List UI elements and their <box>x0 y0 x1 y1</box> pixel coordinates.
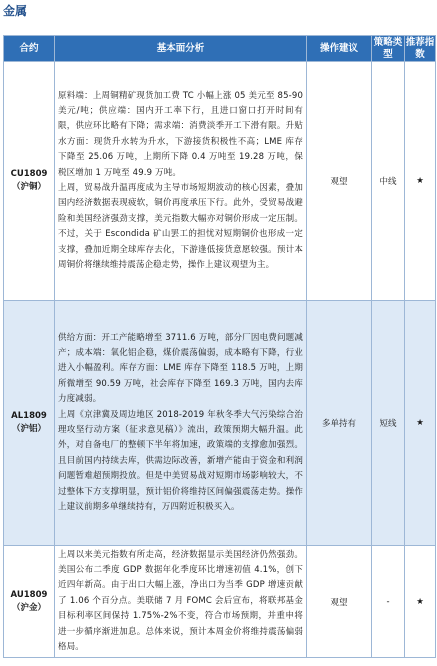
contract-cell <box>4 301 55 546</box>
analysis-cell <box>55 62 307 301</box>
analysis-paragraph: 上周《京津冀及周边地区 2018-2019 年秋冬季大气污染综合治理攻坚行动方案（征求意见稿）》流出，政策预期大幅升温。此外，对自备电厂的整顿下半年将加速，政策端的支撑愈加强烈。且目前国内持续去库，供需边际改善，新增产能由于资金和利润问题暂难超预期投放。但是中美贸易战对短期市场影响较大，不过整体下方支撑明显，预计铝价将维持区间偏强震荡走势。操作上建议前期多单继续持有，万四附近积极买入。 <box>58 409 303 513</box>
table-header-row <box>4 36 436 62</box>
strategy-type-cell: 短线 <box>372 301 405 546</box>
table-row <box>4 546 436 658</box>
analysis-paragraph: 上周以来美元指数有所走高，经济数据显示美国经济仍然强劲。美国公布二季度 GDP 数据年化季度环比增速初值 4.1%，创下近四年新高。由于出口大幅上涨，净出口为当季 GDP 增速贡献了 1.06 个百分点。美联储 7 月 FOMC 会后宣布，将联邦基金目标利率区间保持 1.75%-2%不变，符合市场预期，并重申将进一步循序渐进加息。总体来说，预计本周金价将维持震荡偏弱格局。 <box>58 549 303 653</box>
advice-cell: 观望 <box>307 546 372 658</box>
recommend-star-icon: ★ <box>405 301 436 546</box>
contract-name: （沪金） <box>11 602 46 613</box>
analysis-paragraph: 原料端：上周铜精矿现货加工费 TC 小幅上涨 05 美元至 85-90 美元/吨；供应端：国内开工率下行，且进口窗口打开时间有限，供应环比略有下降；需求端：消费淡季开工下滑有限。升贴水方面：现货升水转为升水，下游接货积极性不高；LME 库存下降至 25.06 万吨，上期所下降 0.4 万吨至 19.28 万吨，保税区增加 1 万吨至 49.9 万吨。 <box>58 90 303 178</box>
contract-name: （沪铝） <box>11 424 46 434</box>
contract-code: CU1809 <box>10 169 48 179</box>
contract-code: AU1809 <box>10 589 48 600</box>
header-advice: 操作建议 <box>307 36 372 62</box>
contract-code: AL1809 <box>11 411 47 421</box>
advice-cell: 观望 <box>307 62 372 301</box>
header-analysis: 基本面分析 <box>55 36 307 62</box>
analysis-paragraph: 供给方面：开工产能略增至 3711.6 万吨，部分厂因电费问题减产；成本端：氧化铝企稳，煤价震荡偏弱，成本略有下降，行业进入小幅盈利。库存方面：LME 库存下降至 118.5 万吨，上期所微增至 90.59 万吨，社会库存下降至 169.3 万吨，国内去库力度减弱。 <box>58 332 303 405</box>
header-contract: 合约 <box>4 36 55 62</box>
header-strategy-type: 策略类型 <box>372 36 405 62</box>
strategy-type-cell: 中线 <box>372 62 405 301</box>
contract-name: （沪铜） <box>11 182 46 192</box>
recommend-star-icon: ★ <box>405 62 436 301</box>
header-recommend: 推荐指数 <box>405 36 435 60</box>
section-title: 金属 <box>3 4 28 18</box>
contract-cell <box>4 62 55 301</box>
advice-cell: 多单持有 <box>307 301 372 546</box>
strategy-type-cell: - <box>372 546 405 658</box>
strategy-table <box>3 35 436 658</box>
analysis-paragraph: 上周，贸易战升温再度成为主导市场短期波动的核心因素，叠加国内经济数据表现疲软，铜价再度承压下行。此外，受贸易战避险和美国经济强劲支撑，美元指数大幅亦对铜价形成一定压制。不过，关于 Escondida 矿山罢工的担忧对短期铜价也形成一定支撑，叠加近期全球库存去化，下游逢低接货意愿较强。预计本周铜价将继续维持震荡企稳走势，操作上建议观望为主。 <box>58 183 303 271</box>
table-row <box>4 62 436 301</box>
contract-cell <box>4 546 55 658</box>
analysis-cell <box>55 546 307 658</box>
analysis-cell <box>55 301 307 546</box>
table-row <box>4 301 436 546</box>
recommend-star-icon: ★ <box>405 546 436 658</box>
